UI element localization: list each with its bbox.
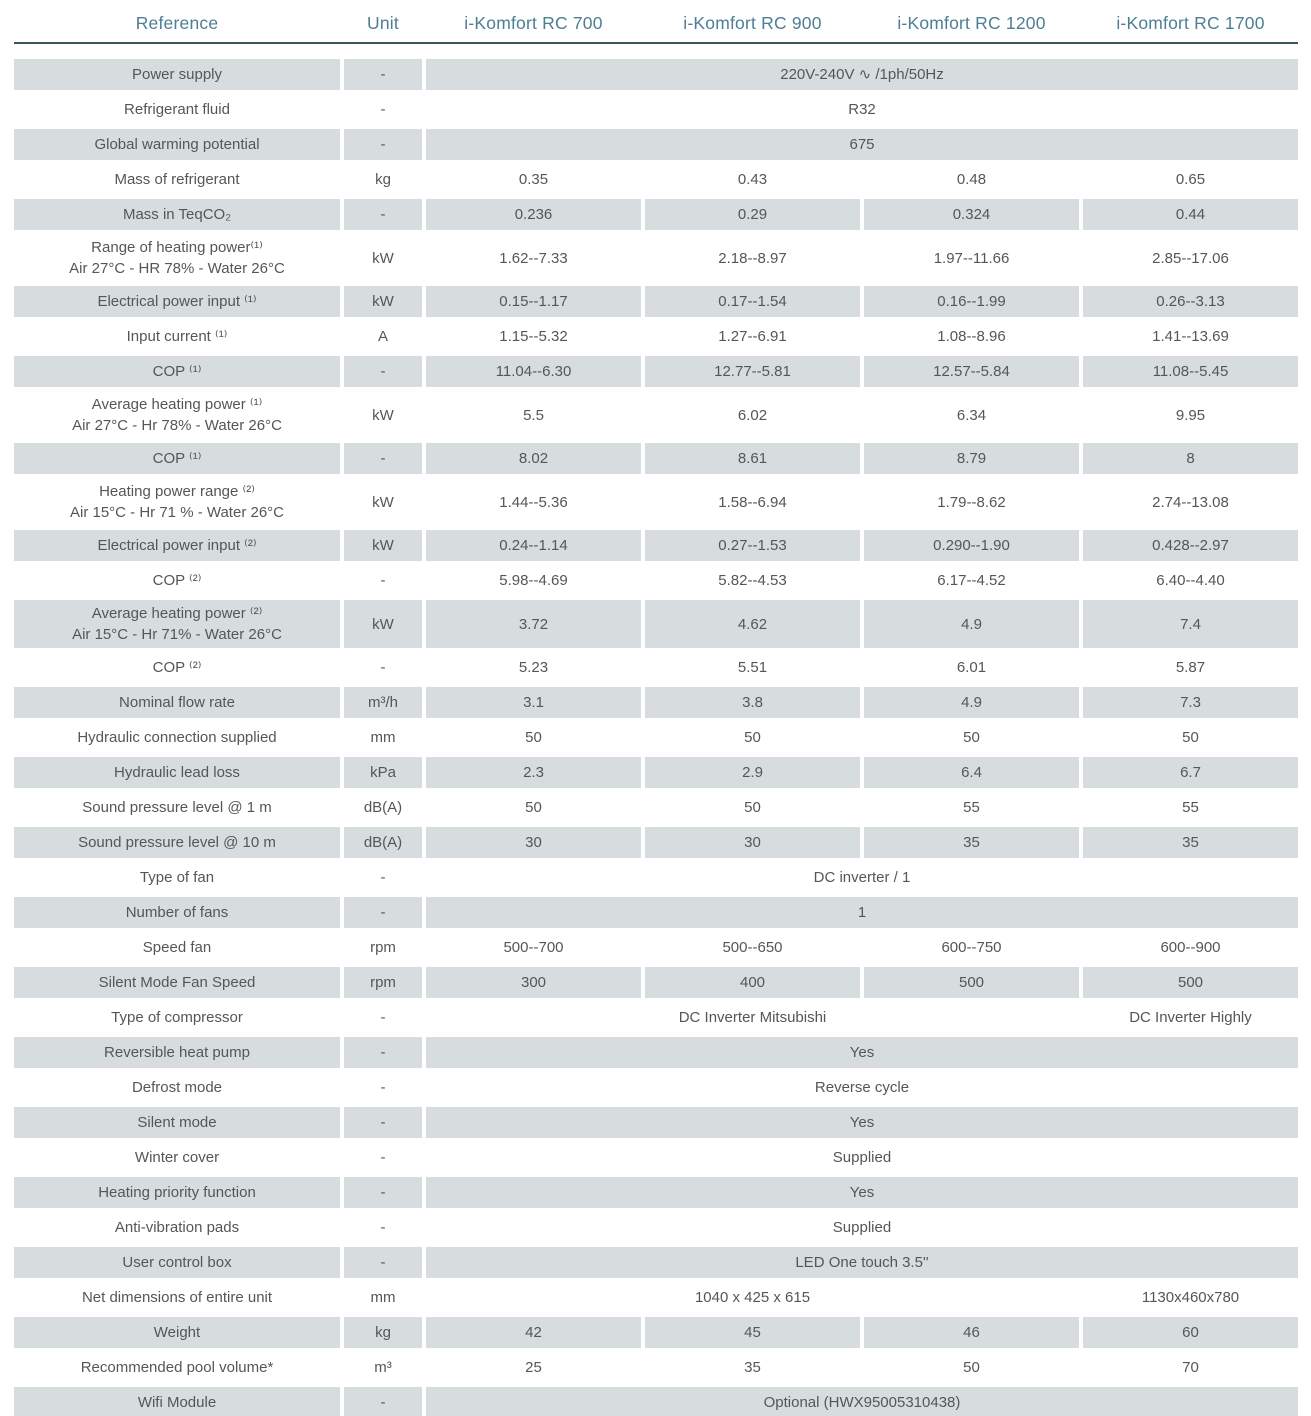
row-value: 0.48 <box>956 171 987 188</box>
row-value: 6.02 <box>737 406 768 424</box>
row-label-text: Heating power range ⁽²⁾ <box>99 483 255 500</box>
table-row <box>14 1247 1298 1278</box>
row-value: 0.290--1.90 <box>864 530 1079 561</box>
row-label <box>14 1212 340 1243</box>
table-row <box>14 321 1298 352</box>
column-header-rc-1200: i-Komfort RC 1200 <box>897 13 1046 33</box>
row-value: 1.08--8.96 <box>937 328 1006 345</box>
row-value: 5.51 <box>737 659 768 676</box>
table-row <box>14 1037 1298 1068</box>
table-row <box>14 286 1298 317</box>
row-label <box>14 1247 340 1278</box>
row-value: 25 <box>525 1359 542 1376</box>
row-value: 30 <box>426 827 641 858</box>
row-value: 35 <box>864 827 1079 858</box>
row-unit: - <box>380 869 386 886</box>
row-label <box>14 1037 340 1068</box>
row-unit: mm <box>370 729 396 746</box>
row-label-text: Mass of refrigerant <box>114 171 240 188</box>
row-label <box>14 1387 340 1416</box>
row-value: 50 <box>744 799 761 816</box>
row-value: 50 <box>525 729 542 746</box>
row-value: 6.40--4.40 <box>1156 572 1225 589</box>
table-row <box>14 897 1298 928</box>
row-label-text: Average heating power ⁽¹⁾ <box>91 396 263 413</box>
table-row <box>14 652 1298 683</box>
row-label <box>14 897 340 928</box>
row-value: 0.24--1.14 <box>426 530 641 561</box>
row-value: Supplied <box>832 1149 892 1166</box>
row-value: 45 <box>645 1317 860 1348</box>
row-label-text: Input current ⁽¹⁾ <box>126 328 228 345</box>
row-unit: - <box>380 1079 386 1096</box>
row-value: 12.57--5.84 <box>864 356 1079 387</box>
table-row <box>14 530 1298 561</box>
row-value: 50 <box>963 729 980 746</box>
row-label-text: Sound pressure level @ 10 m <box>78 834 276 851</box>
column-header-rc-900: i-Komfort RC 900 <box>683 13 822 33</box>
row-label <box>14 565 340 596</box>
row-value: 300 <box>426 967 641 998</box>
column-header-rc-1700: i-Komfort RC 1700 <box>1116 13 1265 33</box>
row-value: 1.44--5.36 <box>499 493 568 511</box>
row-label <box>14 1142 340 1173</box>
table-row <box>14 478 1298 526</box>
row-value: 220V-240V ∿ /1ph/50Hz <box>426 59 1298 90</box>
table-row <box>14 1177 1298 1208</box>
row-label <box>14 1317 340 1348</box>
row-unit: - <box>344 1107 422 1138</box>
row-label <box>14 199 340 230</box>
row-unit: - <box>344 129 422 160</box>
row-unit: - <box>380 101 386 118</box>
row-unit: - <box>380 1149 386 1166</box>
row-label <box>14 234 340 282</box>
row-label <box>14 862 340 893</box>
row-value: Yes <box>426 1037 1298 1068</box>
row-value: DC Inverter Mitsubishi <box>678 1009 827 1026</box>
row-value: 8.61 <box>645 443 860 474</box>
row-value: 2.74--13.08 <box>1152 493 1229 511</box>
row-label-text: COP ⁽²⁾ <box>152 572 202 589</box>
row-value: 0.17--1.54 <box>645 286 860 317</box>
row-label <box>14 722 340 753</box>
row-label <box>14 1177 340 1208</box>
row-value: 400 <box>645 967 860 998</box>
row-value: 2.9 <box>645 757 860 788</box>
row-unit: kW <box>372 406 394 424</box>
row-unit: kg <box>344 1317 422 1348</box>
row-unit: mm <box>370 1289 396 1306</box>
table-row <box>14 1387 1298 1416</box>
row-value: 7.4 <box>1083 600 1298 648</box>
row-unit: - <box>344 897 422 928</box>
row-value: 55 <box>963 799 980 816</box>
row-value: 0.65 <box>1175 171 1206 188</box>
table-row <box>14 565 1298 596</box>
table-row <box>14 164 1298 195</box>
row-value: 500 <box>864 967 1079 998</box>
row-unit: m³/h <box>344 687 422 718</box>
row-value: 42 <box>426 1317 641 1348</box>
row-unit: - <box>344 1247 422 1278</box>
table-row <box>14 129 1298 160</box>
table-row <box>14 827 1298 858</box>
row-value: 6.01 <box>956 659 987 676</box>
row-label-text: Mass in TeqCO₂ <box>122 206 232 223</box>
row-unit: - <box>344 59 422 90</box>
row-value: 0.44 <box>1083 199 1298 230</box>
row-unit: - <box>344 199 422 230</box>
table-row <box>14 1352 1298 1383</box>
row-value: 50 <box>1182 729 1199 746</box>
row-label <box>14 827 340 858</box>
row-value: 675 <box>426 129 1298 160</box>
row-sublabel: Air 27°C - HR 78% - Water 26°C <box>69 260 285 277</box>
row-unit: dB(A) <box>363 799 403 816</box>
row-value: 1.41--13.69 <box>1152 328 1229 345</box>
row-value: Supplied <box>832 1219 892 1236</box>
row-value: 35 <box>1083 827 1298 858</box>
row-value: 0.35 <box>518 171 549 188</box>
row-value: 3.1 <box>426 687 641 718</box>
row-unit: A <box>377 328 388 345</box>
column-header-reference: Reference <box>135 13 219 33</box>
row-value: 0.324 <box>864 199 1079 230</box>
row-value: 6.34 <box>956 406 987 424</box>
table-row <box>14 862 1298 893</box>
row-label <box>14 792 340 823</box>
row-label <box>14 1352 340 1383</box>
row-value: 60 <box>1083 1317 1298 1348</box>
row-label-text: Net dimensions of entire unit <box>81 1289 273 1306</box>
table-row <box>14 94 1298 125</box>
row-value: 8.79 <box>864 443 1079 474</box>
row-unit: - <box>380 1009 386 1026</box>
row-value: 6.17--4.52 <box>937 572 1006 589</box>
row-label <box>14 1107 340 1138</box>
row-value: 3.72 <box>426 600 641 648</box>
row-value: 7.3 <box>1083 687 1298 718</box>
row-unit: - <box>344 1177 422 1208</box>
row-value: Reverse cycle <box>814 1079 910 1096</box>
row-value: 12.77--5.81 <box>645 356 860 387</box>
table-row <box>14 687 1298 718</box>
row-label <box>14 164 340 195</box>
row-label-text: Reversible heat pump <box>104 1044 250 1061</box>
row-value: 50 <box>525 799 542 816</box>
row-label-text: Power supply <box>131 66 223 83</box>
row-value: 4.62 <box>645 600 860 648</box>
row-value: 5.82--4.53 <box>718 572 787 589</box>
row-value: 8 <box>1083 443 1298 474</box>
row-value: 500--650 <box>722 939 783 956</box>
row-sublabel: Air 27°C - Hr 78% - Water 26°C <box>72 417 282 434</box>
row-value: 5.23 <box>518 659 549 676</box>
row-value: 9.95 <box>1175 406 1206 424</box>
row-value: 55 <box>1182 799 1199 816</box>
row-value: 8.02 <box>426 443 641 474</box>
row-value: 1.97--11.66 <box>933 249 1010 267</box>
table-row <box>14 1142 1298 1173</box>
row-label <box>14 129 340 160</box>
row-label <box>14 321 340 352</box>
spec-table <box>14 5 1298 1416</box>
row-label-text: Silent mode <box>137 1114 217 1131</box>
row-value: 1.15--5.32 <box>499 328 568 345</box>
row-value: 6.7 <box>1083 757 1298 788</box>
row-unit: kW <box>372 249 394 267</box>
row-value: LED One touch 3.5'' <box>426 1247 1298 1278</box>
table-row <box>14 1107 1298 1138</box>
row-value: R32 <box>848 101 876 118</box>
table-row <box>14 1282 1298 1313</box>
row-unit: kW <box>372 493 394 511</box>
table-row <box>14 757 1298 788</box>
table-row <box>14 443 1298 474</box>
row-value: 600--900 <box>1160 939 1221 956</box>
row-value: 46 <box>864 1317 1079 1348</box>
row-value: Optional (HWX95005310438) <box>426 1387 1298 1416</box>
row-value: 1 <box>426 897 1298 928</box>
row-label-text: Number of fans <box>125 904 229 921</box>
row-value: 50 <box>744 729 761 746</box>
row-label <box>14 1282 340 1313</box>
row-value: 11.08--5.45 <box>1083 356 1298 387</box>
row-value: 30 <box>645 827 860 858</box>
row-value: 1.58--6.94 <box>718 493 787 511</box>
table-body <box>14 59 1298 1416</box>
row-value: 0.43 <box>737 171 768 188</box>
row-value: Yes <box>426 1177 1298 1208</box>
row-value: 1.27--6.91 <box>718 328 787 345</box>
row-value: 2.18--8.97 <box>718 249 787 267</box>
row-label-text: Range of heating power⁽¹⁾ <box>91 239 263 256</box>
row-unit: kW <box>344 286 422 317</box>
row-label-text: Recommended pool volume* <box>80 1359 274 1376</box>
row-unit: kW <box>344 530 422 561</box>
row-value: 0.428--2.97 <box>1083 530 1298 561</box>
row-label <box>14 1072 340 1103</box>
row-label <box>14 94 340 125</box>
row-label-text: Defrost mode <box>131 1079 223 1096</box>
row-label <box>14 478 340 526</box>
table-row <box>14 722 1298 753</box>
row-unit: - <box>344 356 422 387</box>
table-row <box>14 1317 1298 1348</box>
row-value: 5.98--4.69 <box>499 572 568 589</box>
row-sublabel: Air 15°C - Hr 71% - Water 26°C <box>72 626 282 643</box>
row-unit: kPa <box>344 757 422 788</box>
row-label-text: Winter cover <box>134 1149 220 1166</box>
row-label <box>14 59 340 90</box>
row-label <box>14 652 340 683</box>
row-label <box>14 530 340 561</box>
row-value: 50 <box>963 1359 980 1376</box>
row-value: 1.79--8.62 <box>937 493 1006 511</box>
row-label-text: Speed fan <box>142 939 212 956</box>
row-unit: - <box>344 443 422 474</box>
row-value: 6.4 <box>864 757 1079 788</box>
table-row <box>14 932 1298 963</box>
row-value: 1.62--7.33 <box>499 249 568 267</box>
row-label-text: Wifi Module <box>137 1394 217 1411</box>
row-value: 0.236 <box>426 199 641 230</box>
row-label-text: Hydraulic connection supplied <box>77 729 277 746</box>
row-value: 2.3 <box>426 757 641 788</box>
row-label-text: Electrical power input ⁽²⁾ <box>97 537 257 554</box>
table-row <box>14 967 1298 998</box>
row-value: 70 <box>1182 1359 1199 1376</box>
row-label-text: User control box <box>122 1254 232 1271</box>
row-unit: rpm <box>370 939 396 956</box>
row-value: 0.27--1.53 <box>645 530 860 561</box>
row-unit: dB(A) <box>344 827 422 858</box>
row-value: 11.04--6.30 <box>426 356 641 387</box>
table-header-row <box>14 5 1298 42</box>
row-unit: - <box>380 572 386 589</box>
row-value: 1040 x 425 x 615 <box>694 1289 811 1306</box>
row-label-text: Nominal flow rate <box>119 694 235 711</box>
row-unit: - <box>380 1219 386 1236</box>
row-value: 35 <box>744 1359 761 1376</box>
row-label-text: Global warming potential <box>94 136 260 153</box>
row-label-text: Type of compressor <box>111 1009 243 1026</box>
table-row <box>14 1072 1298 1103</box>
row-value: 0.29 <box>645 199 860 230</box>
row-unit: kW <box>344 600 422 648</box>
row-label-text: Silent Mode Fan Speed <box>98 974 256 991</box>
row-label-text: Electrical power input ⁽¹⁾ <box>97 293 257 310</box>
row-label <box>14 932 340 963</box>
row-unit: kg <box>375 171 391 188</box>
table-row <box>14 391 1298 439</box>
row-value: 3.8 <box>645 687 860 718</box>
row-sublabel: Air 15°C - Hr 71 % - Water 26°C <box>70 504 284 521</box>
row-label <box>14 391 340 439</box>
row-label <box>14 757 340 788</box>
row-label <box>14 600 340 648</box>
row-label <box>14 356 340 387</box>
row-label <box>14 286 340 317</box>
row-label <box>14 687 340 718</box>
row-value: DC inverter / 1 <box>813 869 911 886</box>
row-label-text: COP ⁽¹⁾ <box>152 450 202 467</box>
row-value: 5.87 <box>1175 659 1206 676</box>
row-value: Yes <box>426 1107 1298 1138</box>
column-header-rc-700: i-Komfort RC 700 <box>464 13 603 33</box>
row-label-text: Anti-vibration pads <box>114 1219 240 1236</box>
row-label-text: Weight <box>153 1324 201 1341</box>
row-value: 5.5 <box>523 406 544 424</box>
row-label-text: COP ⁽¹⁾ <box>152 363 202 380</box>
row-label-text: Average heating power ⁽²⁾ <box>91 605 263 622</box>
row-value: 500 <box>1083 967 1298 998</box>
table-row <box>14 792 1298 823</box>
row-unit: - <box>344 1387 422 1416</box>
row-label <box>14 443 340 474</box>
table-row <box>14 234 1298 282</box>
row-value: 500--700 <box>503 939 564 956</box>
row-label-text: Refrigerant fluid <box>124 101 230 118</box>
row-value: 4.9 <box>864 687 1079 718</box>
table-row <box>14 356 1298 387</box>
row-unit: - <box>344 1037 422 1068</box>
row-unit: m³ <box>374 1359 392 1376</box>
row-value: 0.15--1.17 <box>426 286 641 317</box>
row-unit: rpm <box>344 967 422 998</box>
column-header-unit: Unit <box>367 13 399 33</box>
row-unit: - <box>380 659 386 676</box>
row-label-text: COP ⁽²⁾ <box>152 659 202 676</box>
row-label-text: Heating priority function <box>98 1184 256 1201</box>
table-row <box>14 1212 1298 1243</box>
row-label <box>14 1002 340 1033</box>
row-label <box>14 967 340 998</box>
table-row <box>14 59 1298 90</box>
row-label-text: Type of fan <box>139 869 215 886</box>
row-value: 0.16--1.99 <box>864 286 1079 317</box>
table-row <box>14 600 1298 648</box>
row-label-text: Hydraulic lead loss <box>114 764 240 781</box>
row-value: 600--750 <box>941 939 1002 956</box>
header-divider <box>14 42 1298 44</box>
row-value: 1130x460x780 <box>1141 1289 1240 1306</box>
table-row <box>14 199 1298 230</box>
table-row <box>14 1002 1298 1033</box>
row-value: 0.26--3.13 <box>1083 286 1298 317</box>
row-value: DC Inverter Highly <box>1129 1009 1252 1026</box>
row-value: 4.9 <box>864 600 1079 648</box>
row-label-text: Sound pressure level @ 1 m <box>82 799 272 816</box>
row-value: 2.85--17.06 <box>1152 249 1229 267</box>
